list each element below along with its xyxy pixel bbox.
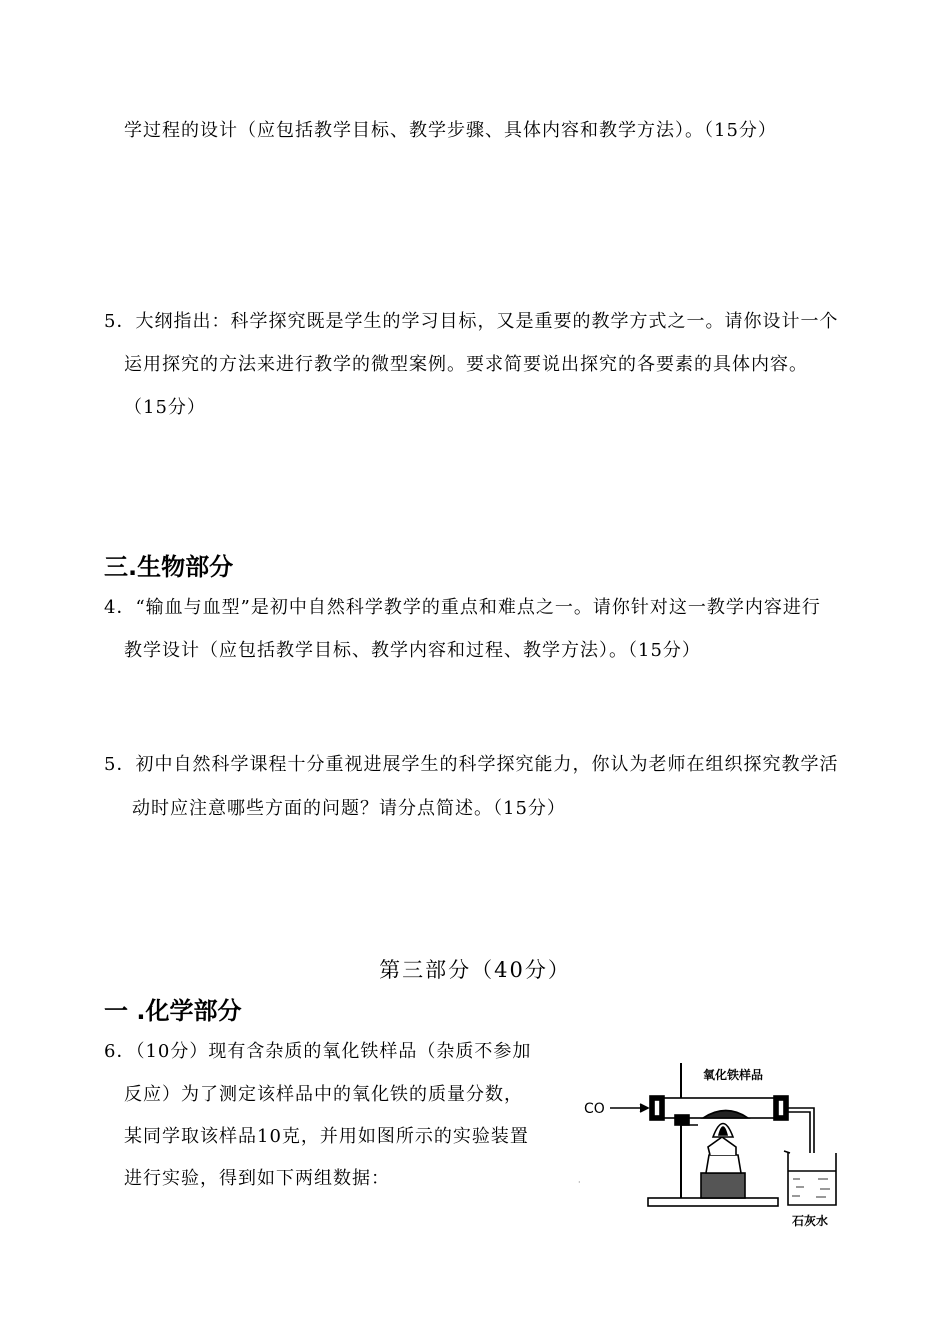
- question-text: 4．“输血与血型”是初中自然科学教学的重点和难点之一。请你针对这一教学内容进行: [104, 597, 821, 618]
- question-text: 学过程的设计（应包括教学目标、教学步骤、具体内容和教学方法）。（15分）: [124, 120, 777, 141]
- part-title: 第三部分（40分）: [379, 958, 571, 982]
- label-limewater: 石灰水: [792, 1214, 829, 1228]
- question-text: 6．（10分）现有含杂质的氧化铁样品（杂质不参加: [104, 1041, 532, 1062]
- svg-text:·: ·: [578, 1178, 581, 1187]
- question-text: 反应）为了测定该样品中的氧化铁的质量分数，: [124, 1084, 523, 1105]
- question-text: 某同学取该样品10克，并用如图所示的实验装置: [124, 1126, 529, 1147]
- section-heading-biology: 三.生物部分: [104, 553, 234, 581]
- stand-base: [648, 1198, 778, 1206]
- block: [701, 1173, 745, 1198]
- question-text: 教学设计（应包括教学目标、教学内容和过程、教学方法）。（15分）: [124, 640, 701, 661]
- lamp: [706, 1155, 741, 1173]
- apparatus-figure: [578, 1055, 848, 1230]
- label-sample: 氧化铁样品: [703, 1068, 764, 1082]
- section-heading-chemistry: 一 .化学部分: [104, 997, 242, 1025]
- question-text: 进行实验，得到如下两组数据：: [124, 1168, 390, 1189]
- question-text: 运用探究的方法来进行教学的微型案例。要求简要说出探究的各要素的具体内容。: [124, 354, 808, 375]
- question-text: 动时应注意哪些方面的问题？请分点简述。（15分）: [132, 798, 566, 819]
- question-text: 5．大纲指出：科学探究既是学生的学习目标，又是重要的教学方式之一。请你设计一个: [104, 311, 839, 332]
- question-text: （15分）: [124, 397, 206, 418]
- label-co: CO: [584, 1101, 605, 1117]
- question-text: 5．初中自然科学课程十分重视进展学生的科学探究能力，你认为老师在组织探究教学活: [104, 754, 839, 775]
